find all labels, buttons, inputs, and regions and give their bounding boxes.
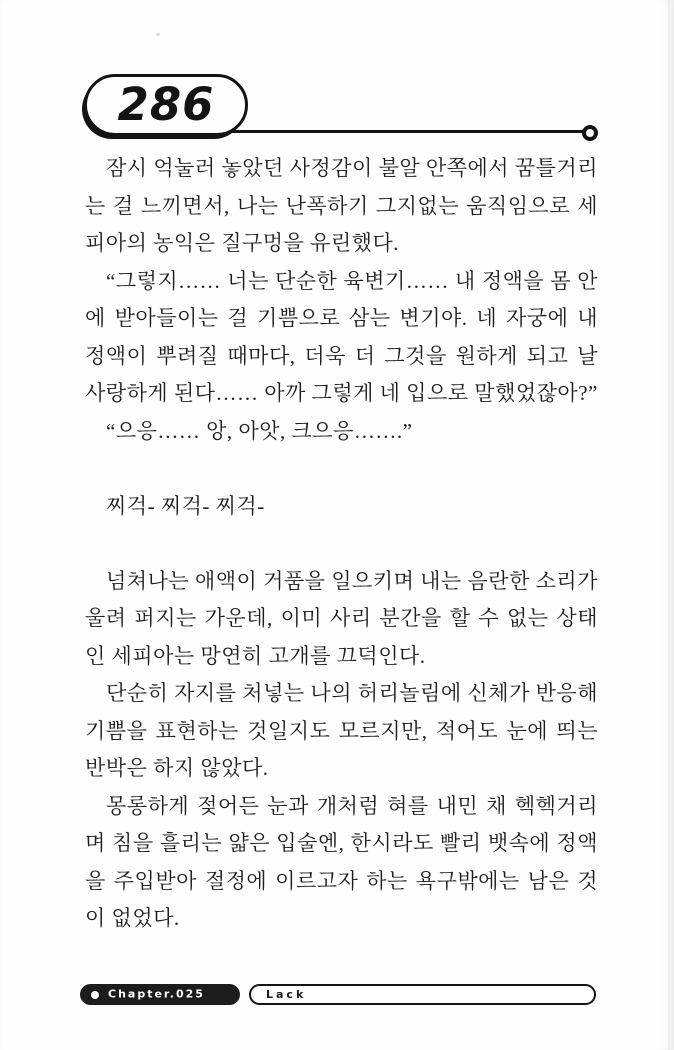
series-label: Lack — [266, 988, 307, 1001]
paragraph-sfx: 찌걱- 찌걱- 찌걱- — [106, 493, 265, 518]
page-number-badge — [84, 74, 248, 136]
page-footer — [80, 984, 596, 1005]
series-badge — [249, 984, 596, 1005]
ring-icon — [582, 125, 598, 141]
scan-artifact — [156, 33, 160, 36]
paragraph-dialogue: “그렇지…… 너는 단순한 육변기…… 내 정액을 몸 안에 받아들이는 걸 기쁨으로 삼는 변기야. 네 자궁에 내 정액이 뿌려질 때마다, 더욱 더 그것을 원하게 되고 날 사랑하게 된다…… 아까 그렇게 네 입으로 말했었잖아?” — [85, 268, 598, 405]
body-text — [85, 150, 598, 938]
paragraph-dialogue: “으응…… 앙, 아앗, 크으응…….” — [106, 418, 413, 443]
chapter-badge — [80, 984, 240, 1005]
chapter-label: Chapter.025 — [108, 987, 205, 1001]
paragraph-narration: 단순히 자지를 처넣는 나의 허리놀림에 신체가 반응해 기쁨을 표현하는 것일지도 모르지만, 적어도 눈에 띄는 반박은 하지 않았다. — [85, 681, 598, 780]
paragraph-narration: 넘쳐나는 애액이 거품을 일으키며 내는 음란한 소리가 울려 퍼지는 가운데, 이미 사리 분간을 할 수 없는 상태인 세피아는 망연히 고개를 끄덕인다. — [85, 568, 598, 668]
paragraph-narration: 몽롱하게 젖어든 눈과 개처럼 혀를 내민 채 헥헥거리며 침을 흘리는 얇은 입술엔, 한시라도 빨리 뱃속에 정액을 주입받아 절정에 이르고자 하는 욕구밖에는 남은 것이 없었다. — [85, 793, 598, 930]
bullet-dot-icon — [91, 991, 99, 999]
page-number: 286 — [117, 77, 215, 131]
paragraph-narration: 잠시 억눌러 놓았던 사정감이 불알 안쪽에서 꿈틀거리는 걸 느끼면서, 나는 난폭하기 그지없는 움직임으로 세피아의 농익은 질구멍을 유린했다. — [85, 156, 598, 255]
page-edge-line — [668, 0, 670, 1050]
